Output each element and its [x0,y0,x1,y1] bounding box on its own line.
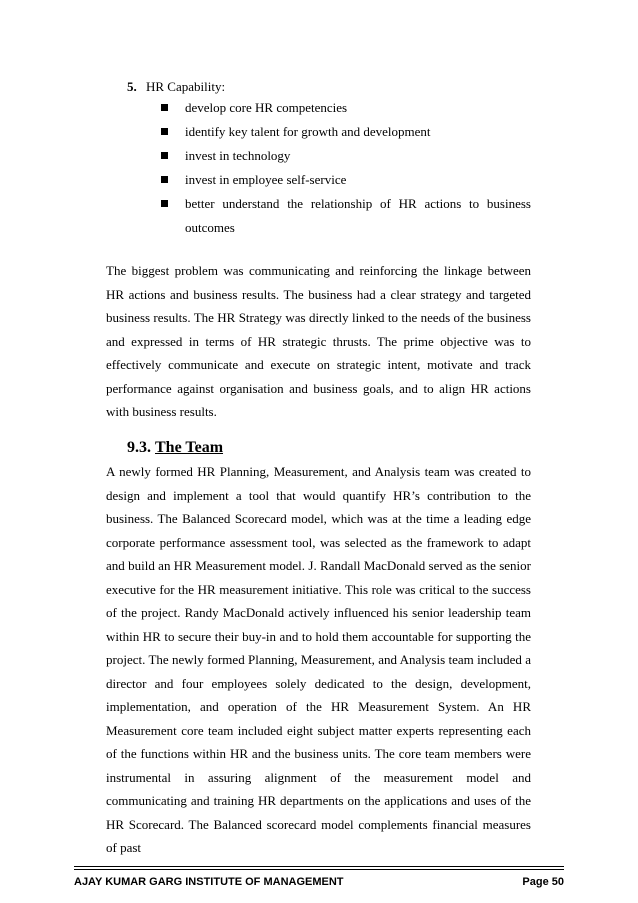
square-bullet-icon [161,104,168,111]
list-item: identify key talent for growth and development [159,120,531,144]
capability-title: HR Capability: [146,79,226,94]
page-footer [74,875,564,889]
capability-heading [127,78,225,95]
page-number: Page 50 [522,876,564,888]
list-item: develop core HR competencies [159,96,531,120]
square-bullet-icon [161,176,168,183]
square-bullet-icon [161,200,168,207]
square-bullet-icon [161,152,168,159]
section-number: 9.3. [127,439,151,456]
footer-rule [74,866,564,867]
paragraph-team: A newly formed HR Planning, Measurement, and Analysis team was created to design and implement a tool that would quantify HR’s contribution to the business. The Balanced Scorecard model, which was at the time a leading edge corporate performance assessment tool, was selected as the framework to adapt and build an HR Measurement model. J. Randall MacDonald served as the senior executive for the HR measurement initiative. This role was critical to the success of the project. Randy MacDonald actively influenced his senior leadership team within HR to secure their buy-in and to hold them accountable for supporting the project. The newly formed Planning, Measurement, and Analysis team included a director and four employees solely dedicated to the design, development, implementation, and operation of the HR Measurement System. An HR Measurement core team included eight subject matter experts representing each of the functions within HR and the business units. The core team members were instrumental in assuring alignment of the measurement model and communicating and training HR departments on the applications and uses of the HR Scorecard. The Balanced scorecard model complements financial measures of past [106,464,531,855]
capability-number: 5. [127,79,137,94]
square-bullet-icon [161,128,168,135]
list-item: invest in technology [159,144,531,168]
section-title: The Team [155,439,224,456]
paragraph-linkage: The biggest problem was communicating and reinforcing the linkage between HR actions and business results. The business had a clear strategy and targeted business results. The HR Strategy was directly linked to the needs of the business and expressed in terms of HR strategic thrusts. The prime objective was to effectively communicate and execute on strategic intent, motivate and track performance against organisation and business goals, and to align HR actions with business results. [106,263,531,419]
list-item: better understand the relationship of HR actions to business outcomes [159,192,531,240]
footer-institute: AJAY KUMAR GARG INSTITUTE OF MANAGEMENT [74,876,344,888]
footer-rule-thin [74,869,564,870]
capability-list [159,96,531,240]
section-heading [127,438,223,458]
list-item: invest in employee self-service [159,168,531,192]
